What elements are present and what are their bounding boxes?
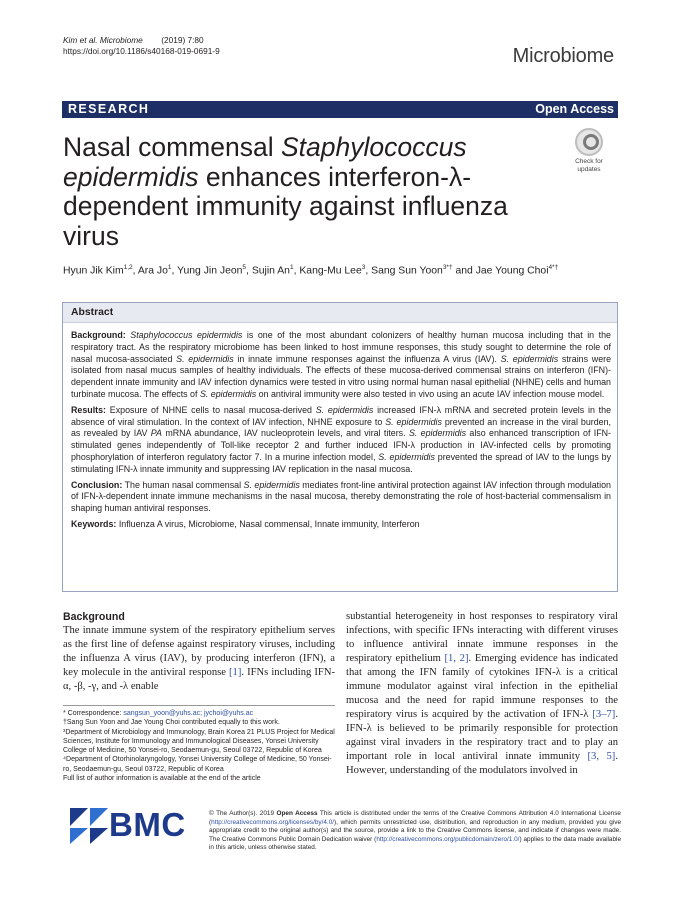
reference-link[interactable]: [3–7] [592, 709, 616, 720]
title-part-1: Nasal commensal [63, 132, 281, 162]
abstract-keywords [71, 519, 611, 531]
correspondence [63, 709, 335, 718]
abstract-text: increased IFN-λ mRNA and secreted protein levels in the absence of viral stimulation. In the context of IAV infection, NHNE exposure to [71, 404, 612, 427]
check-for-updates-icon [575, 128, 603, 156]
abstract-text: The human nasal commensal [122, 479, 244, 490]
author[interactable]: Ara Jo [137, 265, 168, 277]
abstract-text: in innate immune responses against the influenza A virus (IAV). [233, 353, 501, 364]
reference-link[interactable]: [1, 2] [444, 653, 469, 664]
abstract-results [71, 405, 611, 476]
author[interactable]: Jae Young Choi [475, 265, 549, 277]
keywords-text: Influenza A virus, Microbiome, Nasal commensal, Innate immunity, Interferon [116, 518, 420, 529]
body-text: . However, understanding of the modulators involved in [346, 751, 618, 776]
check-for-updates-badge[interactable] [563, 128, 615, 180]
license-link-cc-by[interactable]: http://creativecommons.org/licenses/by/4.0/ [211, 818, 335, 826]
license-text [209, 810, 621, 853]
abstract-text: Exposure of NHNE cells to nasal mucosa-derived [106, 404, 316, 415]
abstract-text: prevented an increase in the viral burden, as revealed by IAV [71, 416, 611, 439]
author[interactable]: Kang-Mu Lee [299, 265, 362, 277]
abstract-box [62, 302, 618, 592]
abstract-text: is one of the most abundant colonizers of healthy human mucosa including that in the respiratory tract. As the respiratory microbiome has been linked to host immune responses, this study sought to determine the role of nasal mucosa-associated [71, 330, 611, 364]
license-part: This article is distributed under the terms of the Creative Commons Attribution 4.0 International License ( [209, 810, 621, 826]
article-title [63, 133, 523, 251]
affiliation-3: ³Department of Microbiology and Immunology, Brain Korea 21 PLUS Project for Medical Sciences, Institute for Immunology and Immunological Diseases, Yonsei University College of Medicine, 50 Yonsei-ro, Seodaemun-gu, Seoul 03722, Republic of Korea [63, 728, 335, 755]
abstract-text: strains were isolated from nasal mucus samples of healthy individuals. The effects of these mucosa-derived commensal strains on interferon (IFN)-dependent innate immunity and IAV infection dynamics were tested in vitro using normal human nasal epithelial (NHNE) cells and human turbinate mucosa. The effects of [71, 353, 612, 399]
article-type: RESEARCH [68, 102, 150, 116]
check-for-updates-text [563, 158, 615, 173]
abstract-label: Background: [71, 330, 126, 340]
bmc-logo[interactable] [70, 806, 200, 846]
species-name: Staphylococcus epidermidis [130, 330, 243, 340]
license-link-cc0[interactable]: http://creativecommons.org/publicdomain/zero/1.0/ [376, 835, 520, 843]
abstract-text: mRNA abundance, IAV nucleoprotein levels, and viral titers. [161, 428, 409, 439]
equal-contribution-note: †Sang Sun Yoon and Jae Young Choi contributed equally to this work. [63, 719, 280, 727]
author[interactable]: Sang Sun Yoon [371, 265, 443, 277]
abstract-header [63, 303, 617, 323]
correspondence-email[interactable]: sangsun_yoon@yuhs.ac; jychoi@yuhs.ac [123, 710, 254, 717]
badge-line-2: updates [577, 165, 601, 173]
bmc-logo-icon [70, 808, 108, 844]
article-type-banner [62, 101, 618, 118]
doi-link[interactable]: https://doi.org/10.1186/s40168-019-0691-9 [63, 46, 220, 56]
author-affiliation: 1 [167, 264, 172, 271]
title-part-2: enhances interferon-λ-dependent immunity against influenza virus [63, 161, 508, 251]
license-part: ) applies to the data made available in this article, unless otherwise stated. [209, 835, 621, 852]
abstract-text: on antiviral immunity were also tested in vivo using an acute IAV infection mouse model. [256, 388, 605, 399]
species-name: S. epidermidis [199, 388, 257, 399]
species-name: S. epidermidis [243, 479, 300, 490]
section-heading: Background [63, 611, 125, 623]
species-name: S. epidermidis [176, 353, 234, 364]
author-affiliation: 4*† [548, 264, 559, 271]
footnotes [63, 705, 335, 783]
body-column-left [63, 610, 335, 694]
author-list: Hyun Jik Kim$^{1,2}$, Ara Jo$^1$, Yung Jin Jeon$^5$, Sujin An$^1$, Kang-Mu Lee$^3$, Sang Sun Yoon$^{3*\dagger}$ and Jae Young Choi$^{4*\dagger}$ [63, 264, 559, 277]
author[interactable]: Hyun Jik Kim [63, 265, 124, 277]
title-italic: Staphylococcus epidermidis [63, 132, 467, 192]
body-paragraph [63, 624, 335, 694]
reference-link[interactable]: [3, 5] [587, 751, 616, 762]
species-name: S. epidermidis [500, 353, 559, 364]
author-affiliation: 1,2 [123, 264, 133, 271]
author-affiliation: 5 [242, 264, 247, 271]
citation-volume: (2019) 7:80 [161, 35, 204, 45]
abstract-background [71, 330, 611, 401]
full-author-list-note: Full list of author information is available at the end of the article [63, 775, 261, 783]
body-text: . IFN-λ is believed to be primarily responsible for protection against viral invaders in the respiratory tract and to play an important role in local antiviral innate immunity [346, 709, 618, 762]
abstract-body [71, 330, 611, 535]
open-access-label: Open Access [535, 102, 614, 116]
author[interactable]: Yung Jin Jeon [177, 265, 243, 277]
reference-link[interactable]: [1] [229, 667, 242, 678]
author-affiliation: 1 [289, 264, 294, 271]
body-text: . IFNs including IFN-α, -β, -γ, and -λ enable [63, 667, 335, 692]
body-text: The innate immune system of the respiratory epithelium serves as the first line of defense against respiratory viruses, including the influenza A virus (IAV), by producing interferon (IFN), a key molecule in the antiviral response [63, 625, 335, 678]
body-column-right [346, 610, 618, 778]
correspondence-label: * Correspondence: [63, 710, 124, 717]
body-text: substantial heterogeneity in host responses to respiratory viral infections, with specific IFNs interacting with different viruses to influence antiviral innate immune responses in the respiratory epithelium [346, 611, 618, 664]
journal-name: Microbiome [512, 45, 614, 67]
abstract-conclusion [71, 480, 611, 515]
species-name: S. epidermidis [315, 404, 374, 415]
abstract-label: Keywords: [71, 518, 117, 529]
abstract-heading: Abstract [71, 307, 114, 318]
species-name: S. epidermidis [408, 428, 467, 439]
citation [63, 35, 220, 57]
abstract-text: mediates front-line antiviral protection against IAV infection through modulation of IFN-λ-dependent innate immune mechanisms in the nasal mucosa, thereby demonstrating the role of host-bacterial commensalism in shaping human antiviral responses. [71, 479, 611, 514]
abstract-label: Results: [71, 404, 107, 415]
abstract-label: Conclusion: [71, 479, 123, 490]
author-affiliation: 3 [361, 264, 366, 271]
gene-name: PA [150, 428, 162, 439]
author-affiliation: 3*† [442, 264, 453, 271]
citation-journal: Kim et al. Microbiome [63, 35, 143, 45]
abstract-text: also enhanced transcription of IFN-stimulated genes independently of Toll-like receptor 2 and further induced IFN-λ production in IAV-infected cells by promoting phosphorylation of interferon regulatory factor 7. In a murine infection model, [71, 428, 612, 462]
license-open-access: Open Access [276, 810, 318, 817]
species-name: S. epidermidis [385, 416, 442, 427]
affiliation-4: ⁴Department of Otorhinolaryngology, Yonsei University College of Medicine, 50 Yonsei-ro, Seodaemun-gu, Seoul 03722, Republic of Korea [63, 756, 332, 773]
abstract-text: prevented the spread of IAV to the lungs by stimulating IFN-λ innate immunity and suppressing IAV replication in the nasal mucosa. [71, 451, 612, 474]
license-part: ), which permits unrestricted use, distribution, and reproduction in any medium, provided you give appropriate credit to the original author(s) and the source, provide a link to the Creative Commons license, and indicate if changes were made. The Creative Commons Public Domain Dedication waiver ( [209, 818, 621, 843]
badge-line-1: Check for [575, 158, 603, 165]
body-text: . Emerging evidence has indicated that among the IFN family of cytokines IFN-λ is a critical immune modulator against viral infection in the epithelial mucosa and the need for rapid immune responses to the respiratory virus is acquired by the activation of IFN-λ [346, 653, 618, 720]
author[interactable]: Sujin An [251, 265, 290, 277]
species-name: S. epidermidis [378, 451, 435, 462]
bmc-logo-text: BMC [109, 806, 186, 843]
license-part: © The Author(s). 2019 [209, 810, 277, 817]
body-paragraph [346, 610, 618, 778]
